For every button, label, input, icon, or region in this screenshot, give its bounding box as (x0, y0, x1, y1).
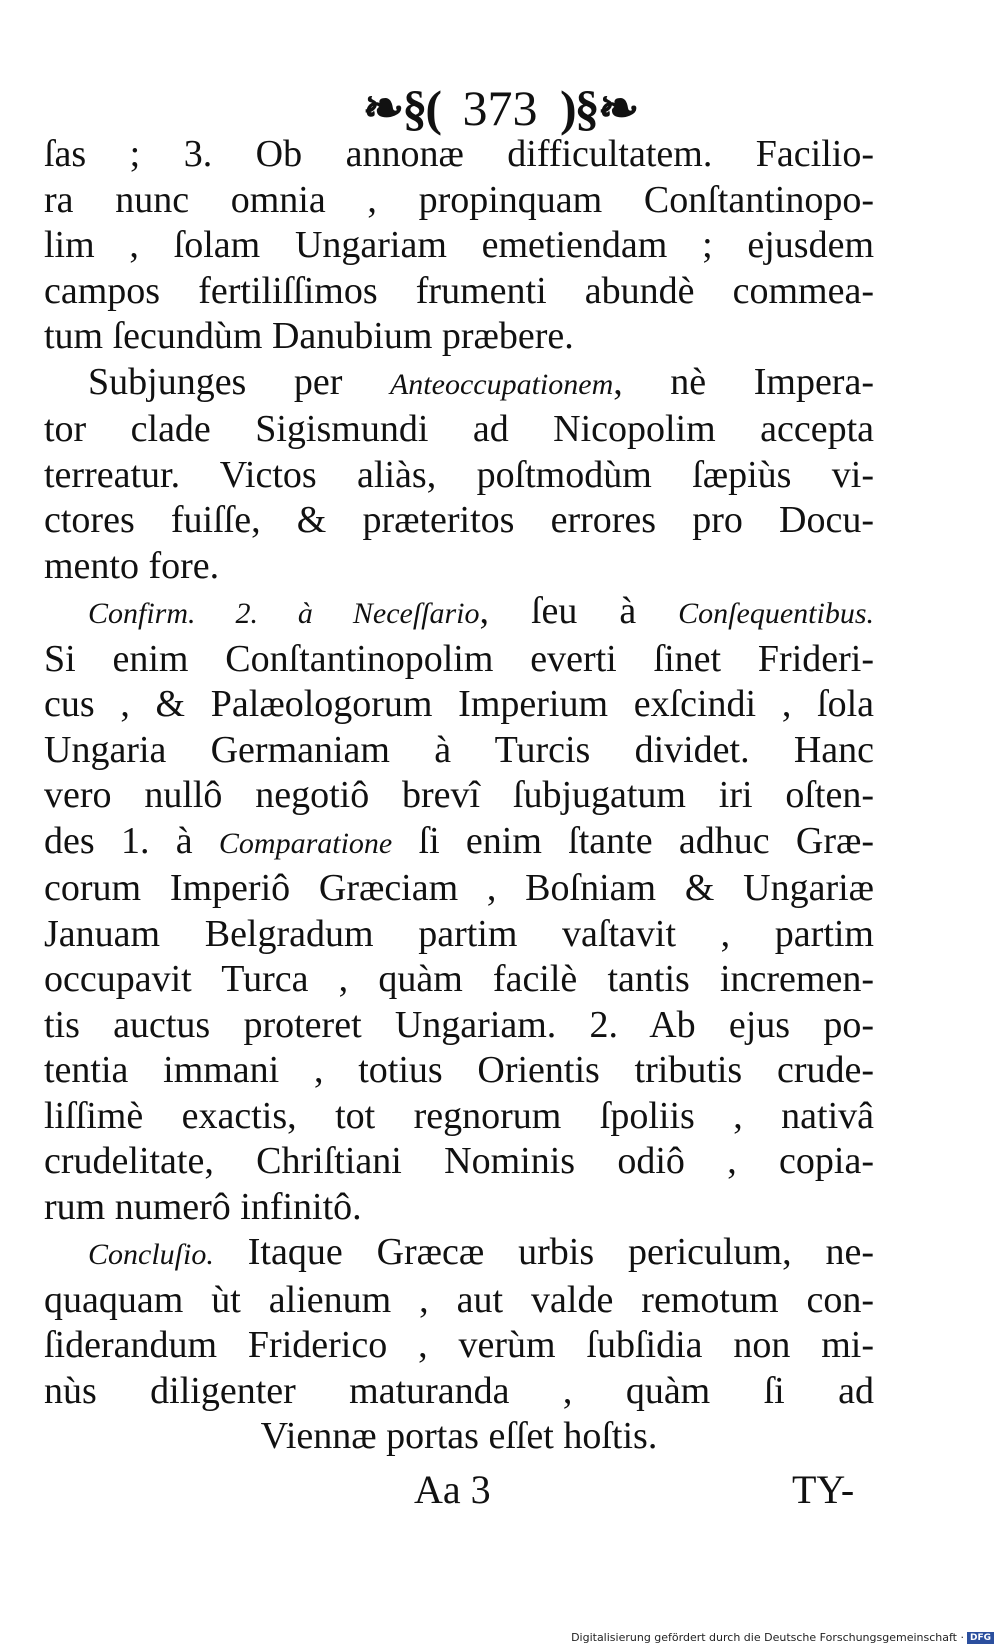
text-line: nùs diligenter maturanda , quàm ſi ad (44, 1369, 874, 1412)
ornament-left-icon: ❧§( (362, 80, 440, 136)
main-text (44, 132, 874, 1460)
text-line: ra nunc omnia , propinquam Conſtantinopo- (44, 178, 874, 221)
signature-mark: Aa 3 (414, 1467, 491, 1512)
text-line: corum Imperiô Græciam , Boſniam & Ungariæ (44, 867, 874, 909)
text-line: terreatur. Victos aliàs, poſtmodùm ſæpiùs vi- (44, 453, 874, 496)
dfg-logo: DFG (967, 1632, 994, 1644)
text-line: liſſimè exactis, tot regnorum ſpoliis , nativâ (44, 1094, 874, 1137)
ornament-right-icon: )§❧ (560, 80, 638, 136)
text-line: Januam Belgradum partim vaſtavit , partim (44, 912, 874, 955)
text-line: quaquam ùt alienum , aut valde remotum con- (44, 1278, 874, 1321)
text-line: tis auctus proteret Ungariam. 2. Ab ejus po- (44, 1003, 874, 1046)
text-line: cus , & Palæologorum Imperium exſcindi , ſola (44, 683, 874, 725)
text-line: tum ſecundùm Danubium præbere. (44, 315, 574, 357)
text-line: Subjunges per Anteoccupationem, nè Impera- (88, 360, 874, 403)
catchword: TY- (792, 1467, 855, 1512)
text-line: crudelitate, Chriſtiani Nominis odiô , copia- (44, 1140, 874, 1182)
text-line: rum numerô infinitô. (44, 1185, 362, 1228)
page-header (0, 78, 1000, 138)
paragraph (44, 360, 874, 590)
text-line: ſiderandum Friderico , verùm ſubſidia non mi- (44, 1324, 874, 1366)
text-line: Si enim Conſtantinopolim everti ſinet Frideri- (44, 637, 874, 680)
paragraph (44, 132, 874, 360)
page-number: 373 (462, 80, 538, 136)
page-footer (0, 1466, 1000, 1526)
text-line: occupavit Turca , quàm facilè tantis incremen- (44, 958, 874, 1000)
text-line: vero nullô negotiô brevî ſubjugatum iri oſten- (44, 774, 874, 816)
text-line: tentia immani , totius Orientis tributis crude- (44, 1049, 874, 1091)
text-line: des 1. à Comparatione ſi enim ſtante adhuc Græ- (44, 819, 874, 862)
credit-text: Digitalisierung gefördert durch die Deutsche Forschungsgemeinschaft · (571, 1631, 964, 1644)
text-line: Ungaria Germaniam à Turcis dividet. Hanc (44, 728, 874, 771)
text-line: campos fertiliſſimos frumenti abundè commea- (44, 269, 874, 312)
paragraph (44, 589, 874, 1230)
closing-line: Viennæ portas eſſet hoſtis. (260, 1415, 658, 1457)
digitization-credit (571, 1631, 994, 1644)
text-line: Concluſio. Itaque Græcæ urbis periculum, ne- (88, 1231, 874, 1273)
text-line: Confirm. 2. à Neceſſario, ſeu à Conſequentibus. (88, 590, 874, 632)
text-line: tor clade Sigismundi ad Nicopolim accepta (44, 408, 874, 450)
paragraph (44, 1230, 874, 1460)
text-line: mento fore. (44, 544, 220, 587)
text-line: ſas ; 3. Ob annonæ difficultatem. Facilio- (44, 133, 874, 175)
text-line: lim , ſolam Ungariam emetiendam ; ejusdem (44, 224, 874, 266)
text-line: ctores fuiſſe, & præteritos errores pro Docu- (44, 499, 874, 541)
